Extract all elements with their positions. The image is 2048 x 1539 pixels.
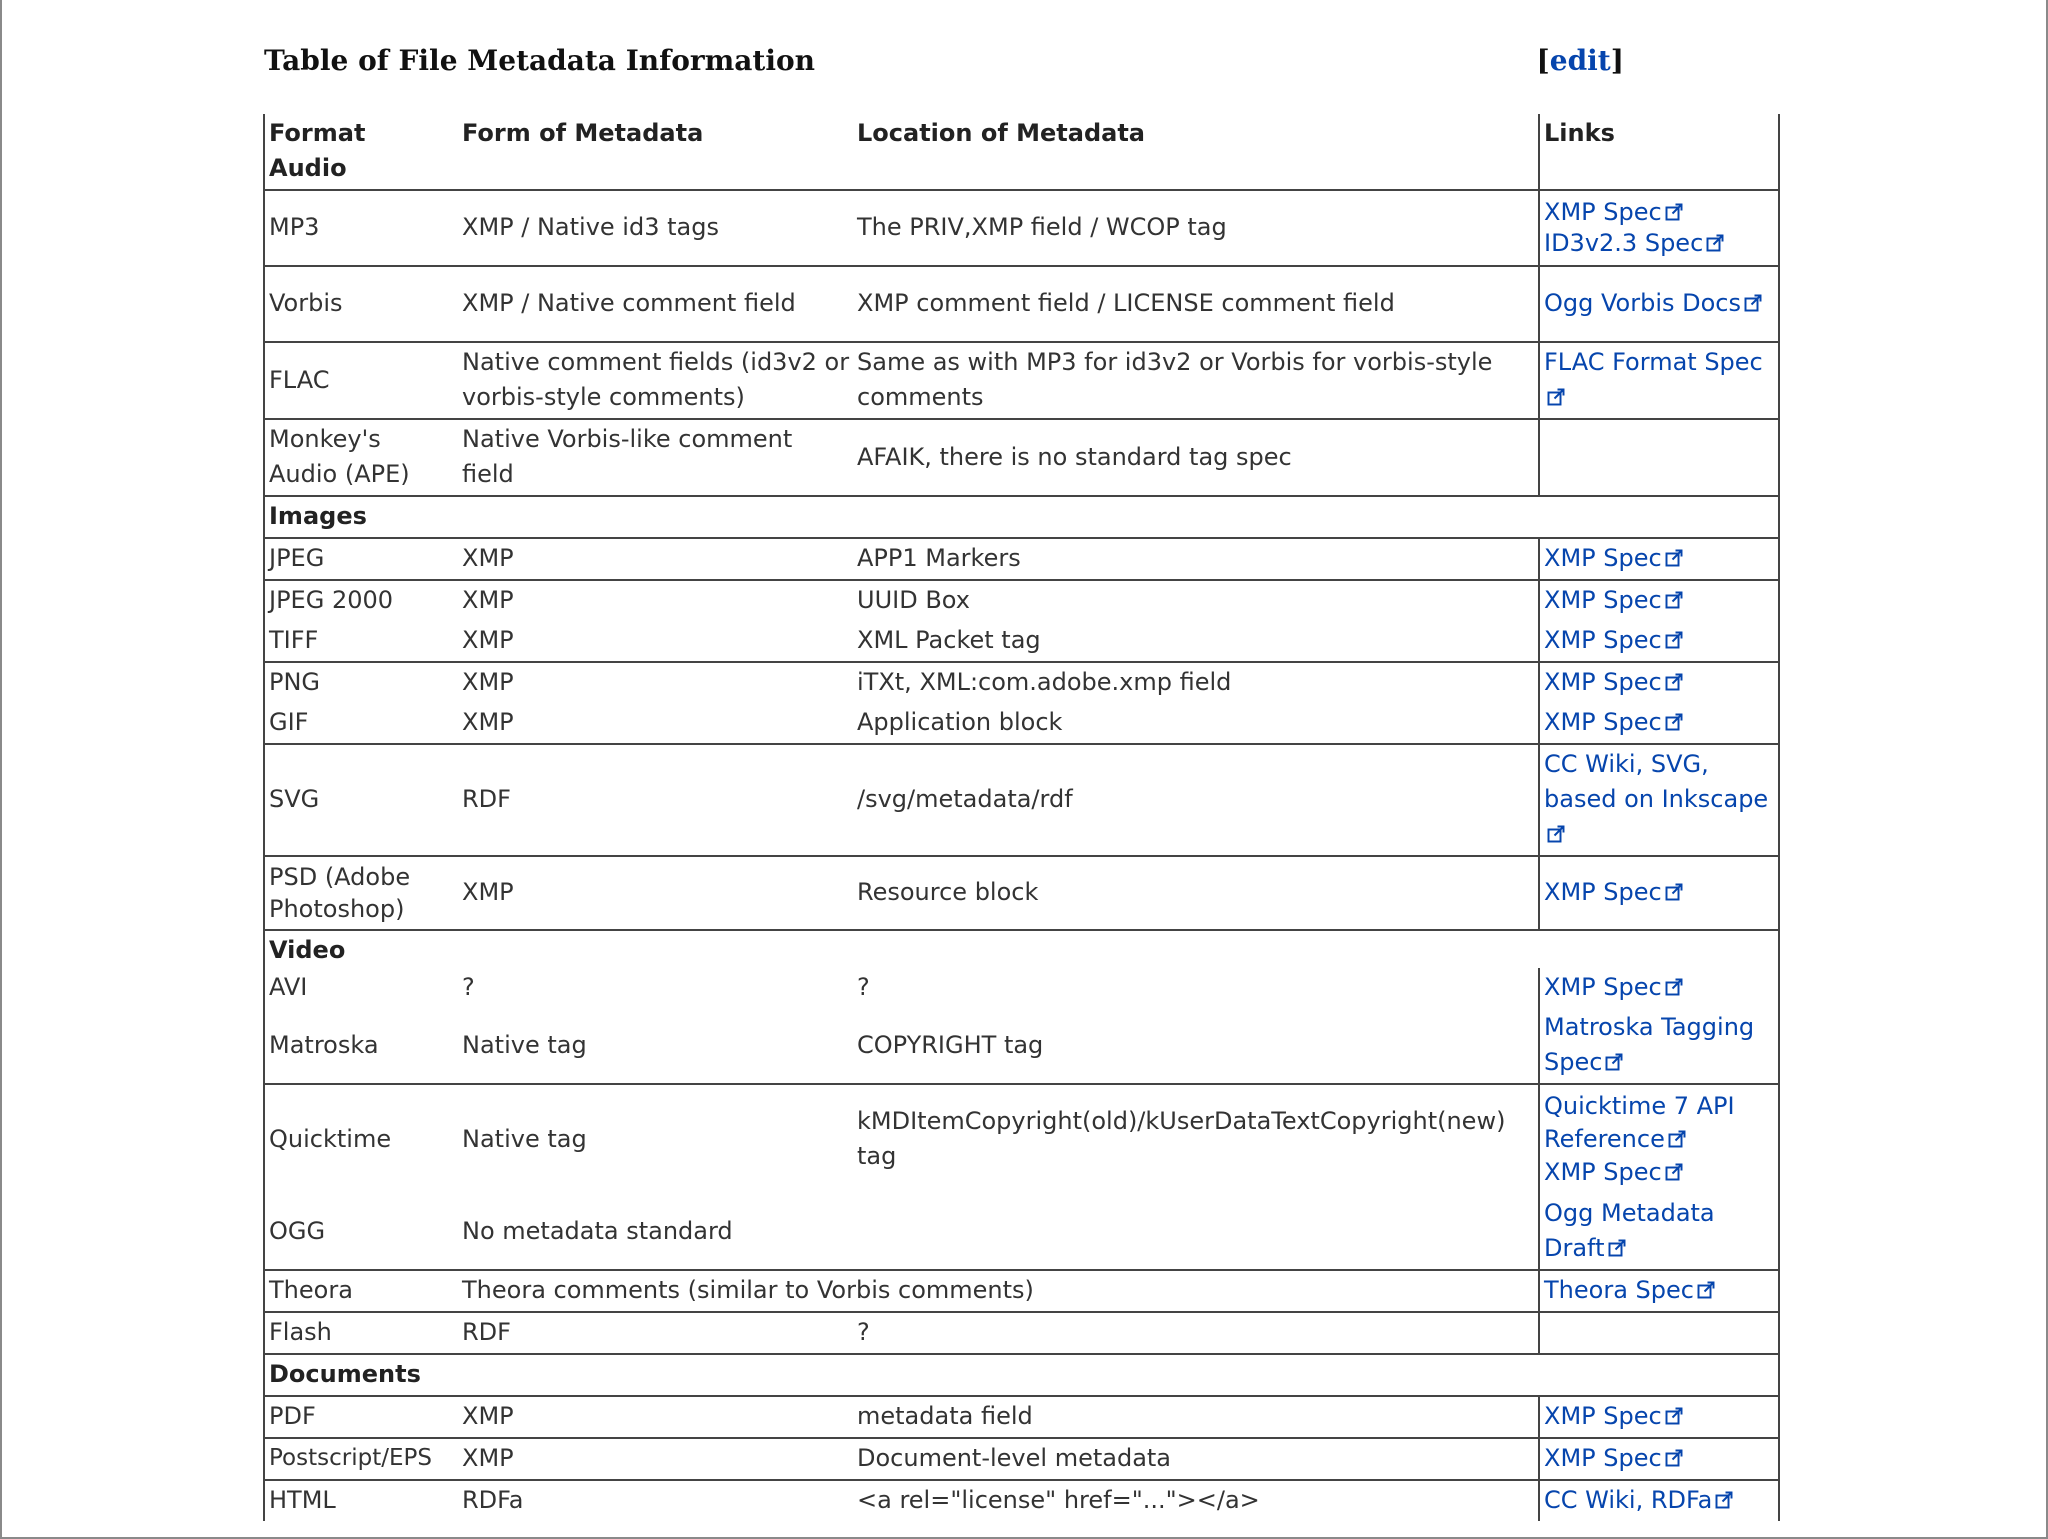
quicktime-api-link[interactable]: Quicktime 7 API Reference [1544,1091,1735,1153]
cc-wiki-svg-link[interactable]: CC Wiki, SVG, based on Inkscape [1544,750,1768,848]
table-row: AVI ? ? XMP Spec [264,968,1779,1008]
id3-spec-link[interactable]: ID3v2.3 Spec [1544,228,1775,259]
table-row: JPEG 2000 XMP UUID Box XMP Spec [264,580,1779,621]
table-row: JPEG XMP APP1 Markers XMP Spec [264,538,1779,580]
table-row: Quicktime Native tag kMDItemCopyright(old)/kUserDataTextCopyright(new) tag Quicktime 7 API Reference XMP Spec [264,1084,1779,1194]
cc-wiki-rdfa-link[interactable]: CC Wiki, RDFa [1544,1486,1733,1514]
xmp-spec-link[interactable]: XMP Spec [1544,1444,1683,1472]
xmp-spec-link[interactable]: XMP Spec [1544,668,1683,696]
section-title: Table of File Metadata Information [264,44,815,77]
table-row: Vorbis XMP / Native comment field XMP comment field / LICENSE comment field Ogg Vorbis Docs [264,266,1779,342]
xmp-spec-link[interactable]: XMP Spec [1544,1156,1775,1189]
external-link-icon [1697,1281,1715,1299]
ogg-metadata-draft-link[interactable]: Ogg Metadata Draft [1544,1199,1715,1262]
table-row: Flash RDF ? [264,1312,1779,1354]
xmp-spec-link[interactable]: XMP Spec [1544,544,1683,572]
table-row: TIFF XMP XML Packet tag XMP Spec [264,621,1779,662]
external-link-icon [1547,388,1565,406]
xmp-spec-link[interactable]: XMP Spec [1544,626,1683,654]
column-header-links: Links [1539,114,1779,190]
table-row: PDF XMP metadata field XMP Spec [264,1396,1779,1438]
edit-link[interactable]: edit [1549,44,1611,77]
table-row: HTML RDFa <a rel="license" href="..."></a> CC Wiki, RDFa [264,1480,1779,1521]
xmp-spec-link[interactable]: XMP Spec [1544,973,1683,1001]
table-row: PNG XMP iTXt, XML:com.adobe.xmp field XMP Spec [264,662,1779,703]
xmp-spec-link[interactable]: XMP Spec [1544,878,1683,906]
xmp-spec-link[interactable]: XMP Spec [1544,197,1775,228]
external-link-icon [1706,234,1724,252]
theora-spec-link[interactable]: Theora Spec [1544,1276,1715,1304]
section-row [264,496,1779,538]
external-link-icon [1665,1163,1683,1181]
external-link-icon [1608,1239,1626,1257]
external-link-icon [1665,673,1683,691]
section-audio: Audio [269,154,347,182]
section-images: Images [264,496,1779,538]
edit-section: [edit] [1536,44,1624,77]
table-row: Matroska Native tag COPYRIGHT tag Matroska Tagging Spec [264,1008,1779,1084]
external-link-icon [1665,549,1683,567]
matroska-spec-link[interactable]: Matroska Tagging Spec [1544,1013,1755,1076]
external-link-icon [1665,713,1683,731]
column-header-location: Location of Metadata [857,119,1145,147]
xmp-spec-link[interactable]: XMP Spec [1544,586,1683,614]
external-link-icon [1665,203,1683,221]
table-row: SVG RDF /svg/metadata/rdf CC Wiki, SVG, based on Inkscape [264,744,1779,856]
ogg-vorbis-docs-link[interactable]: Ogg Vorbis Docs [1544,289,1762,317]
external-link-icon [1744,294,1762,312]
table-row: MP3 XMP / Native id3 tags The PRIV,XMP field / WCOP tag XMP Spec ID3v2.3 Spec [264,190,1779,266]
flac-spec-link[interactable]: FLAC Format Spec [1544,348,1763,411]
table-row: GIF XMP Application block XMP Spec [264,703,1779,744]
metadata-table [263,114,1780,1521]
section-heading [264,44,1624,88]
section-video: Video [264,930,1779,968]
external-link-icon [1665,883,1683,901]
external-link-icon [1605,1053,1623,1071]
external-link-icon [1547,825,1565,843]
table-header-row [264,114,1779,190]
table-row: Postscript/EPS XMP Document-level metadata XMP Spec [264,1438,1779,1480]
table-row: Theora Theora comments (similar to Vorbis comments) Theora Spec [264,1270,1779,1312]
external-link-icon [1665,1407,1683,1425]
section-documents: Documents [264,1354,1779,1396]
table-row: OGG No metadata standard Ogg Metadata Draft [264,1194,1779,1270]
external-link-icon [1715,1491,1733,1509]
column-header-format: Format Audio [264,114,458,190]
external-link-icon [1665,631,1683,649]
table-row: Monkey's Audio (APE) Native Vorbis-like comment field AFAIK, there is no standard tag spec [264,419,1779,496]
table-row: PSD (Adobe Photoshop) XMP Resource block XMP Spec [264,856,1779,930]
external-link-icon [1665,591,1683,609]
external-link-icon [1668,1130,1686,1148]
column-header-form: Form of Metadata [462,119,704,147]
external-link-icon [1665,1449,1683,1467]
xmp-spec-link[interactable]: XMP Spec [1544,1402,1683,1430]
table-row: FLAC Native comment fields (id3v2 or vorbis-style comments) Same as with MP3 for id3v2 or Vorbis for vorbis-style comments FLAC Format Spec [264,342,1779,419]
xmp-spec-link[interactable]: XMP Spec [1544,708,1683,736]
section-row [264,1354,1779,1396]
section-row [264,930,1779,968]
external-link-icon [1665,978,1683,996]
